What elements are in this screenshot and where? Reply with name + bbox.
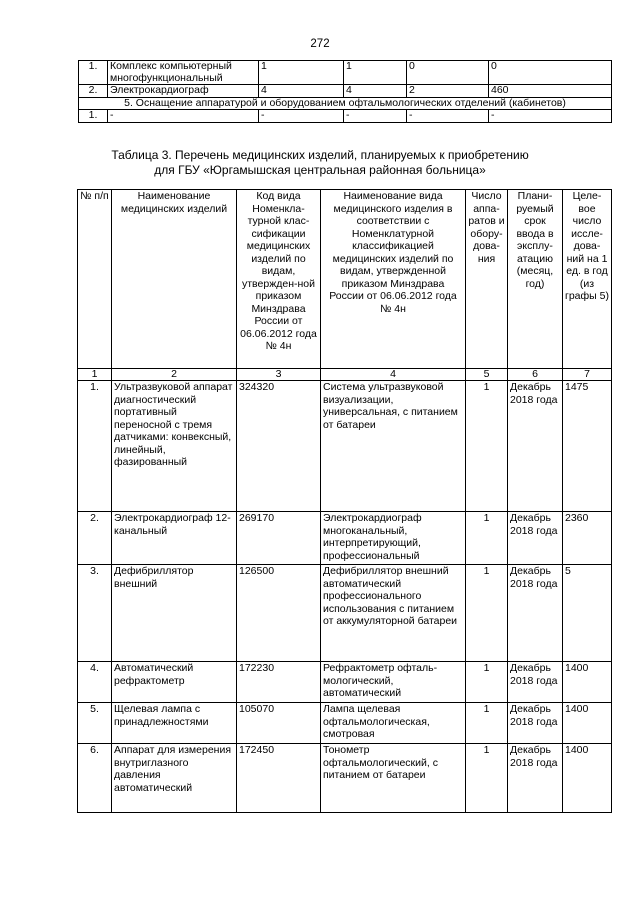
table-cell: 1. [78,381,112,512]
table-cell: Щелевая лампа с принадлежностями [112,703,237,744]
table-cell: 105070 [237,703,321,744]
column-header: Код вида Номенкла-турной клас-сификации медицинских изделий по видам, утвержден-ной приказом Минздрава России от 06.06.2012 года № 4н [237,190,321,369]
equipment-table-top [78,60,612,123]
table-row [78,744,612,813]
table-cell: - [108,110,259,123]
table-cell: 5 [563,565,612,662]
table-cell: 2 [407,85,489,98]
table-cell: 0 [407,61,489,85]
table-cell: Дефибриллятор внешний автоматический профессионального использования с питанием от аккумуляторной батареи [321,565,466,662]
table-cell: 1 [466,703,508,744]
table-title-line: Таблица 3. Перечень медицинских изделий, планируемых к приобретению [111,148,529,162]
table-cell: 1400 [563,744,612,813]
table-cell: 460 [489,85,612,98]
table-cell: - [407,110,489,123]
table-cell: 1 [466,565,508,662]
column-header: Наименование вида медицинского изделия в соответствии с Номенклатурной классификацией медицинских изделий по видам, утвержденной приказом Минздрава России от 06.06.2012 года № 4н [321,190,466,369]
table-cell: Автоматический рефрактометр [112,662,237,703]
table-cell: 2. [78,512,112,565]
table-cell: 269170 [237,512,321,565]
table-row [78,381,612,512]
column-header: № п/п [78,190,112,369]
table-cell: 1 [466,381,508,512]
table-cell: 4 [259,85,344,98]
column-number: 3 [237,369,321,381]
table-cell: Декабрь 2018 года [508,744,563,813]
table-cell: 324320 [237,381,321,512]
table-cell: Лампа щелевая офтальмологическая, смотровая [321,703,466,744]
table-row [78,565,612,662]
table-cell: Декабрь 2018 года [508,381,563,512]
table-row [79,85,612,98]
medical-devices-table [77,189,612,813]
column-header: Число аппа-ратов и обору-дова-ния [466,190,508,369]
column-number-row [78,369,612,381]
table-cell: 1. [79,110,108,123]
table-cell: 6. [78,744,112,813]
table-row [79,110,612,123]
table-cell: Декабрь 2018 года [508,662,563,703]
table-cell: Электрокардиограф многоканальный, интерпретирующий, профессиональный [321,512,466,565]
table-cell: 4 [344,85,407,98]
table-row [79,61,612,85]
column-number: 1 [78,369,112,381]
table-cell: Ультразвуковой аппарат диагностический портативный переносной с тремя датчиками: конвексный, линейный, фазированный [112,381,237,512]
table-cell: 2. [79,85,108,98]
column-number: 4 [321,369,466,381]
table-body [78,381,612,813]
table-cell: 1 [259,61,344,85]
column-number: 6 [508,369,563,381]
table-cell: Система ультразвуковой визуализации, универсальная, с питанием от батареи [321,381,466,512]
table-cell: 1475 [563,381,612,512]
table-cell: 5. [78,703,112,744]
table-cell: Декабрь 2018 года [508,565,563,662]
column-header: Плани-руемый срок ввода в эксплу-атацию (месяц, год) [508,190,563,369]
column-header: Наименование медицинских изделий [112,190,237,369]
table-cell: Комплекс компьютерный многофункциональный [108,61,259,85]
table-cell: 1 [344,61,407,85]
table-cell: Электрокардиограф [108,85,259,98]
table-cell: Электрокардиограф 12-канальный [112,512,237,565]
table-cell: Тонометр офтальмологический, с питанием от батареи [321,744,466,813]
table-cell: Декабрь 2018 года [508,512,563,565]
table-row [78,662,612,703]
table-cell: - [489,110,612,123]
table-cell: Рефрактометр офталь-мологический, автоматический [321,662,466,703]
table-cell: 3. [78,565,112,662]
table-title-line: для ГБУ «Юргамышская центральная районная больница» [154,163,486,177]
section-header-row [79,97,612,110]
table-cell: 4. [78,662,112,703]
column-number: 5 [466,369,508,381]
table-cell: 1400 [563,703,612,744]
column-number: 2 [112,369,237,381]
table-cell: 172230 [237,662,321,703]
table-cell: 1 [466,662,508,703]
table-cell: 2360 [563,512,612,565]
table-cell: - [259,110,344,123]
page-number: 272 [310,38,330,50]
table-row [78,703,612,744]
column-header: Целе-вое число иссле-дова-ний на 1 ед. в год (из графы 5) [563,190,612,369]
table-cell: 1 [466,744,508,813]
table-cell: 1400 [563,662,612,703]
table-cell: 126500 [237,565,321,662]
table-cell: 0 [489,61,612,85]
table-cell: Дефибриллятор внешний [112,565,237,662]
table-cell: - [344,110,407,123]
table-header-row [78,190,612,369]
table-title [0,148,640,178]
column-number: 7 [563,369,612,381]
table-cell: 172450 [237,744,321,813]
table-cell: 1. [79,61,108,85]
section-title: 5. Оснащение аппаратурой и оборудованием офтальмологических отделений (кабинетов) [79,97,612,110]
table-cell: Декабрь 2018 года [508,703,563,744]
table-cell: Аппарат для измерения внутриглазного давления автоматический [112,744,237,813]
table-cell: 1 [466,512,508,565]
table-row [78,512,612,565]
